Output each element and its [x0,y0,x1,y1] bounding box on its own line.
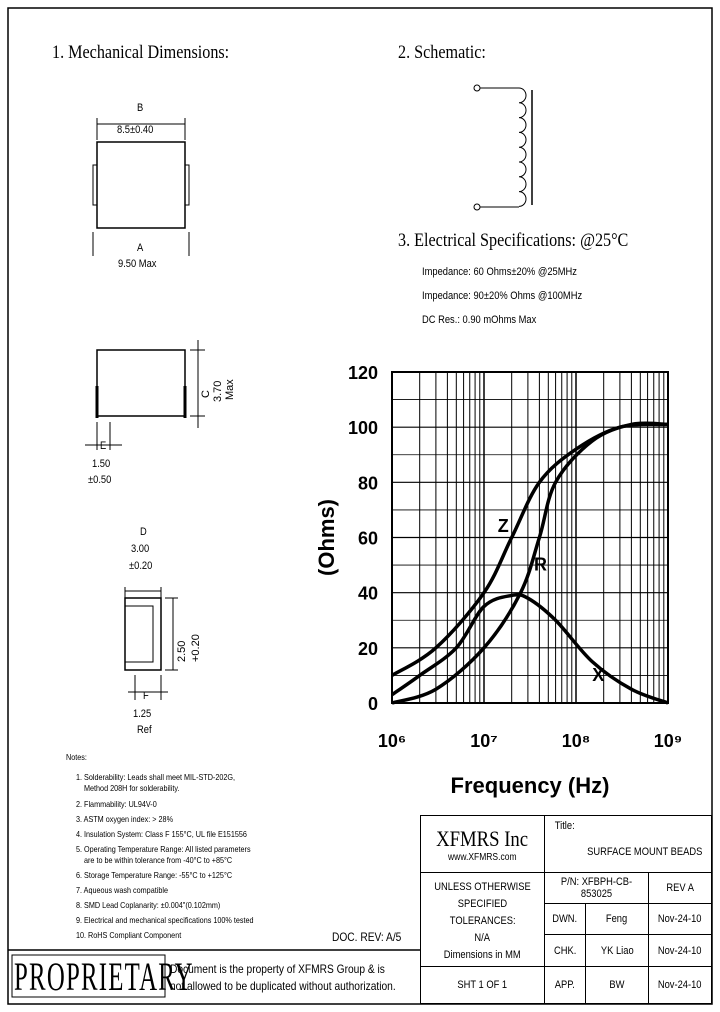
spec-dc-resistance: DC Res.: 0.90 mOhms Max [422,314,537,326]
dim-g-tol: +0.20 [190,634,202,662]
dim-f-ref: Ref [137,724,152,736]
y-tick-label: 20 [357,638,378,659]
dim-b-label: B [137,102,144,114]
y-tick-label: 60 [357,528,378,549]
y-tick-label: 100 [347,418,378,439]
tolerances-value: N/A [474,932,491,944]
revision: REV A [666,882,694,894]
drawing-title: SURFACE MOUNT BEADS [587,846,703,858]
note-item: 2. Flammability: UL94V-0 [76,799,157,809]
drawn-by: Feng [606,913,628,925]
y-tick-label: 120 [347,363,378,383]
dim-e-tol: ±0.50 [88,474,112,486]
unless-specified: UNLESS OTHERWISE SPECIFIED [434,881,531,910]
dimensions-units: Dimensions in MM [444,949,521,961]
dim-c-label: C [200,390,212,398]
spec-impedance-100mhz: Impedance: 90±20% Ohms @100MHz [422,290,583,302]
dim-f-label: F [143,690,149,702]
proprietary-stamp: PROPRIETARY [14,954,194,999]
approved-by: BW [609,979,625,991]
checked-date: Nov-24-10 [658,944,702,957]
note-item: 5. Operating Temperature Range: All listed parameters [76,844,251,854]
y-axis-label: (Ohms) [314,499,339,576]
mechanical-dimensions-heading: 1. Mechanical Dimensions: [52,42,230,63]
title-label: Title: [554,820,575,832]
note-item: 3. ASTM oxygen index: > 28% [76,814,173,824]
y-tick-label: 0 [367,694,378,714]
approved-date: Nov-24-10 [658,979,702,991]
dim-a-value: 9.50 Max [118,258,157,270]
series-label-r: R [534,554,548,575]
series-label-x: X [592,664,605,685]
proprietary-notice-line1: Document is the property of XFMRS Group & is [170,962,385,976]
schematic-heading: 2. Schematic: [398,42,486,63]
y-tick-label: 40 [357,583,378,604]
y-tick-label: 80 [357,473,378,494]
dim-a-label: A [137,242,144,254]
note-item: 6. Storage Temperature Range: -55°C to +125°C [76,870,233,880]
drawn-date: Nov-24-10 [658,913,702,925]
company-name: XFMRS Inc [436,825,529,851]
dim-d-value: 3.00 [131,543,150,555]
note-item: 10. RoHS Compliant Component [76,930,182,940]
dim-c-max: Max [224,379,236,400]
part-number: P/N: XFBPH-CB-853025 [560,876,633,900]
checked-by: YK Liao [600,944,634,957]
series-label-z: Z [497,515,509,536]
spec-impedance-25mhz: Impedance: 60 Ohms±20% @25MHz [422,266,577,278]
dim-g-value: 2.50 [176,640,188,662]
note-item: are to be within tolerance from -40°C to +85°C [84,855,233,865]
x-tick-label: 10⁶ [377,731,407,751]
x-axis-label: Frequency (Hz) [450,773,610,798]
dim-e-value: 1.50 [92,458,111,470]
dim-b-value: 8.5±0.40 [117,124,154,136]
company-url: www.XFMRS.com [448,851,517,863]
dim-d-label: D [140,526,147,538]
x-tick-label: 10⁸ [561,731,591,751]
series-curve-z [392,424,668,675]
x-tick-label: 10⁹ [653,731,683,751]
note-item: 4. Insulation System: Class F 155°C, UL file E151556 [76,829,247,839]
sheet-number: SHT 1 OF 1 [457,979,508,991]
dim-c-value: 3.70 [212,380,224,402]
note-item: 7. Aqueous wash compatible [76,885,168,895]
approved-label: APP. [554,979,576,991]
impedance-chart [300,355,710,805]
proprietary-notice-line2: not allowed to be duplicated without authorization. [170,979,396,993]
dim-f-value: 1.25 [133,708,152,720]
note-item: Method 208H for solderability. [84,783,180,793]
note-item: 8. SMD Lead Coplanarity: ±0.004"(0.102mm) [76,900,221,910]
doc-revision: DOC. REV: A/5 [332,930,402,944]
notes-title: Notes: [66,752,87,762]
checked-label: CHK. [553,944,577,957]
note-item: 1. Solderability: Leads shall meet MIL-STD-202G, [76,772,236,782]
electrical-specs-heading: 3. Electrical Specifications: @25°C [398,230,629,251]
note-item: 9. Electrical and mechanical specifications 100% tested [76,915,254,925]
drawn-label: DWN. [552,913,578,925]
series-curve-r [392,423,668,703]
dim-e-label: E [100,440,107,452]
dim-d-tol: ±0.20 [129,560,153,572]
x-tick-label: 10⁷ [470,731,498,751]
tolerances-label: TOLERANCES: [449,915,516,927]
